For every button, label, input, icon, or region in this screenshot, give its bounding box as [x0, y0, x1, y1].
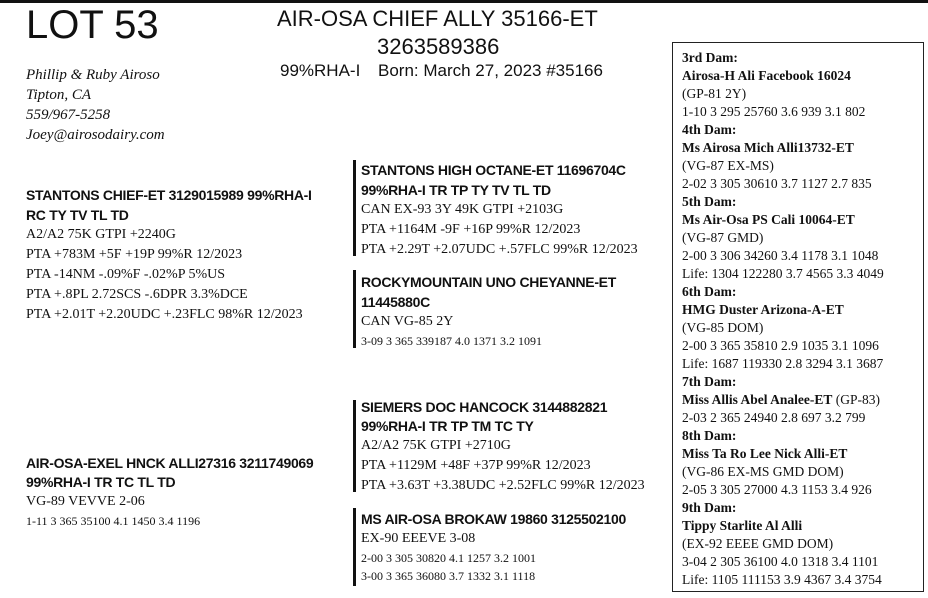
dam-classification: (GP-83) [832, 392, 881, 407]
dam-name: Ms Airosa Mich Alli13732-ET [682, 140, 854, 155]
sire-sire-line: PTA +1164M -9F +16P 99%R 12/2023 [361, 222, 581, 237]
dam-dam-record: 2-00 3 305 30820 4.1 1257 3.2 1001 [361, 551, 536, 565]
dam-sire-line: PTA +3.63T +3.38UDC +2.52FLC 99%R 12/2023 [361, 478, 645, 493]
dam-classification: (VG-87 EX-MS) [682, 158, 774, 173]
sire-sire-line: PTA +2.29T +2.07UDC +.57FLC 99%R 12/2023 [361, 242, 638, 257]
pedigree-bracket [353, 400, 356, 492]
sire-sire-line: CAN EX-93 3Y 49K GTPI +2103G [361, 202, 564, 217]
dam-line: VG-89 VEVVE 2-06 [26, 494, 145, 509]
dam-label: 8th Dam: [682, 428, 737, 443]
dam-record: 2-05 3 305 27000 4.3 1153 3.4 926 [682, 482, 872, 497]
dam-label: 9th Dam: [682, 500, 737, 515]
dam-classification: (VG-85 DOM) [682, 320, 764, 335]
dam-name: Miss Ta Ro Lee Nick Alli-ET [682, 446, 848, 461]
dam-name: HMG Duster Arizona-A-ET [682, 302, 844, 317]
dam-lifetime: Life: 1105 111153 3.9 4367 3.4 3754 [682, 572, 882, 587]
dam-name: Airosa-H Ali Facebook 16024 [682, 68, 851, 83]
dam-record: 2-03 2 365 24940 2.8 697 3.2 799 [682, 410, 866, 425]
dam-name: Ms Air-Osa PS Cali 10064-ET [682, 212, 855, 227]
dam-record: 3-04 2 305 36100 4.0 1318 3.4 1101 [682, 554, 879, 569]
sire-dam-name: ROCKYMOUNTAIN UNO CHEYANNE-ET [361, 274, 616, 290]
extended-dams-box [672, 42, 924, 592]
pedigree-bracket [353, 270, 356, 348]
pedigree-bracket [353, 160, 356, 256]
dam-classification: (EX-92 EEEE GMD DOM) [682, 536, 834, 551]
dam-dam-name: MS AIR-OSA BROKAW 19860 3125502100 [361, 511, 626, 527]
sire-dam-number: 11445880C [361, 294, 430, 310]
sire-dam-line: CAN VG-85 2Y [361, 314, 454, 329]
rha-percent: 99%RHA-I [280, 61, 361, 80]
dam-label: 5th Dam: [682, 194, 737, 209]
sire-line: PTA -14NM -.09%F -.02%P 5%US [26, 267, 226, 282]
sire-name: STANTONS CHIEF-ET 3129015989 99%RHA-I [26, 187, 312, 203]
sire-sire-codes: 99%RHA-I TR TP TY TV TL TD [361, 182, 551, 198]
consignor-email: Joey@airosodairy.com [26, 127, 165, 143]
lot-number: LOT 53 [26, 3, 159, 47]
dam-record: 2-00 3 365 35810 2.9 1035 3.1 1096 [682, 338, 879, 353]
registration-number: 3263589386 [377, 34, 500, 59]
dam-label: 3rd Dam: [682, 50, 738, 65]
sire-sire-name: STANTONS HIGH OCTANE-ET 11696704C [361, 162, 626, 178]
sire-line: PTA +.8PL 2.72SCS -.6DPR 3.3%DCE [26, 287, 248, 302]
dam-name: Miss Allis Abel Analee-ET [682, 392, 833, 407]
dam-dam-record: 3-00 3 365 36080 3.7 1332 3.1 1118 [361, 569, 536, 583]
dam-record: 2-00 3 306 34260 3.4 1178 3.1 1048 [682, 248, 879, 263]
consignor-city: Tipton, CA [26, 87, 92, 103]
dam-name: Tippy Starlite Al Alli [682, 518, 803, 533]
sire-codes: RC TY TV TL TD [26, 207, 129, 223]
dam-classification: (VG-86 EX-MS GMD DOM) [682, 464, 844, 479]
dam-sire-line: PTA +1129M +48F +37P 99%R 12/2023 [361, 458, 591, 473]
dam-codes: 99%RHA-I TR TC TL TD [26, 474, 176, 490]
consignor-names: Phillip & Ruby Airoso [26, 67, 160, 83]
dam-record: 1-10 3 295 25760 3.6 939 3.1 802 [682, 104, 866, 119]
dam-lifetime: Life: 1687 119330 2.8 3294 3.1 3687 [682, 356, 884, 371]
dam-lifetime: Life: 1304 122280 3.7 4565 3.3 4049 [682, 266, 884, 281]
dam-label: 4th Dam: [682, 122, 737, 137]
dam-label: 6th Dam: [682, 284, 737, 299]
dam-sire-name: SIEMERS DOC HANCOCK 3144882821 [361, 399, 608, 415]
pedigree-bracket [353, 508, 356, 586]
dam-record: 2-02 3 305 30610 3.7 1127 2.7 835 [682, 176, 872, 191]
sire-dam-record: 3-09 3 365 339187 4.0 1371 3.2 1091 [361, 334, 542, 348]
dam-dam-line: EX-90 EEEVE 3-08 [361, 531, 476, 546]
sire-line: PTA +783M +5F +19P 99%R 12/2023 [26, 247, 243, 262]
sire-line: PTA +2.01T +2.20UDC +.23FLC 98%R 12/2023 [26, 307, 303, 322]
dam-classification: (VG-87 GMD) [682, 230, 764, 245]
dam-name: AIR-OSA-EXEL HNCK ALLI27316 3211749069 [26, 455, 314, 471]
animal-name: AIR-OSA CHIEF ALLY 35166-ET [277, 6, 598, 31]
dam-sire-codes: 99%RHA-I TR TP TM TC TY [361, 418, 534, 434]
consignor-phone: 559/967-5258 [26, 107, 111, 123]
dam-label: 7th Dam: [682, 374, 737, 389]
dam-classification: (GP-81 2Y) [682, 86, 747, 101]
dam-record: 1-11 3 365 35100 4.1 1450 3.4 1196 [26, 514, 201, 528]
dam-name-row [682, 391, 880, 409]
sire-line: A2/A2 75K GTPI +2240G [26, 227, 176, 242]
dam-sire-line: A2/A2 75K GTPI +2710G [361, 438, 511, 453]
birth-date: Born: March 27, 2023 #35166 [378, 61, 603, 80]
